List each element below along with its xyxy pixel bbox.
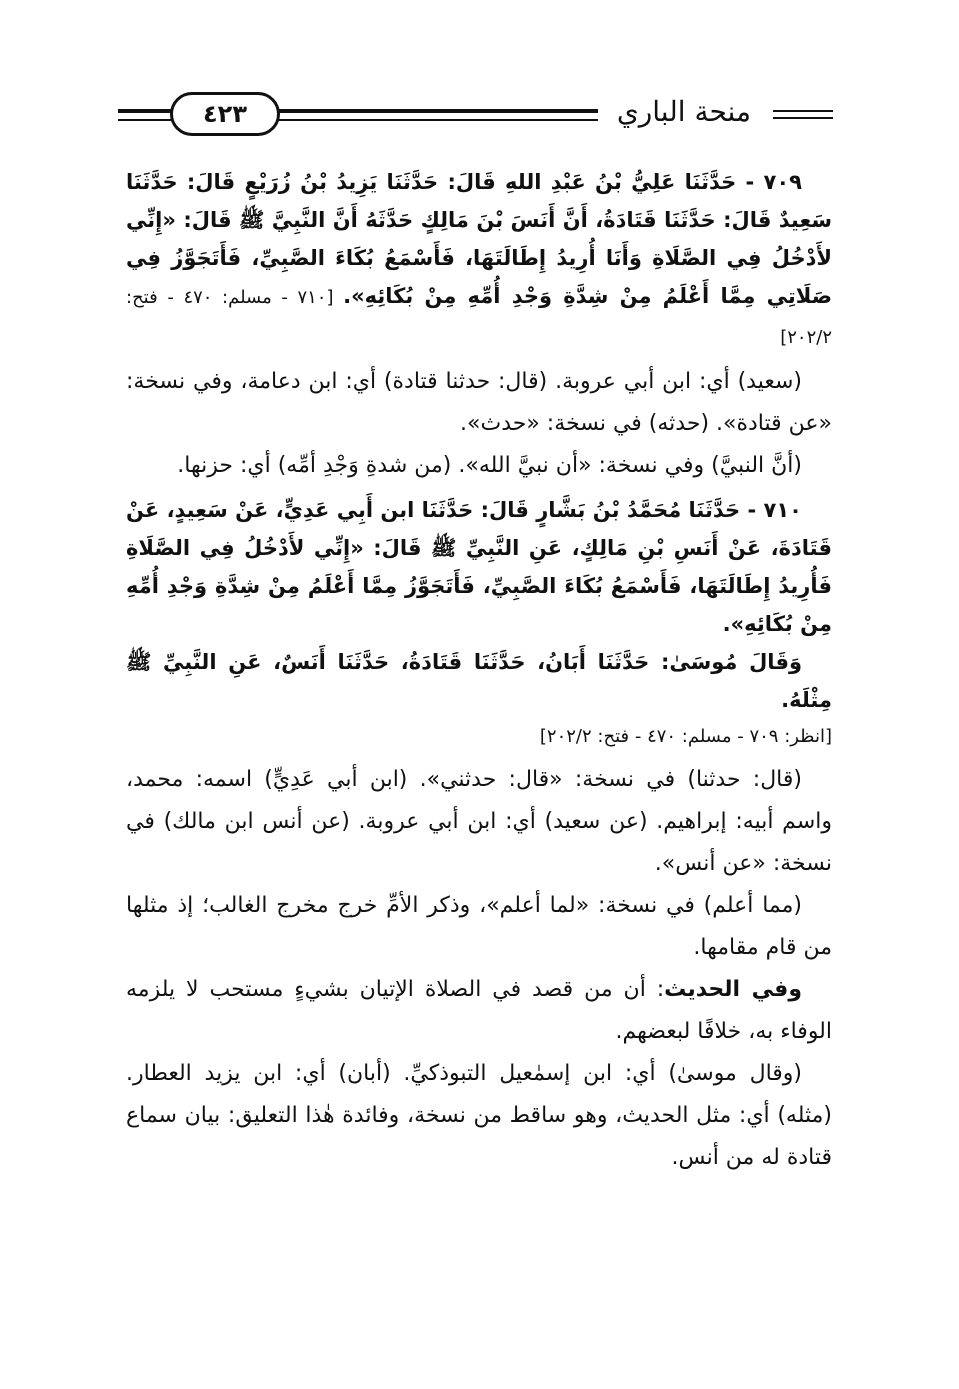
commentary-term: وفي الحديث (664, 977, 802, 1002)
hadith-709-text: ٧٠٩ - حَدَّثَنَا عَلِيُّ بْنُ عَبْدِ اللهِ قَالَ: حَدَّثَنَا يَزِيدُ بْنُ زُرَيْعٍ قَالَ: حَدَّثَنَا سَعِيدٌ قَالَ: حَدَّثَنَا قَتَادَةُ، أَنَّ أَنَسَ بْنَ مَالِكٍ حَدَّثَهُ أَنَّ النَّبِيَّ ﷺ قَالَ: «إِنِّي لأَدْخُلُ فِي الصَّلَاةِ وَأَنَا أُرِيدُ إِطَالَتَهَا، فَأَسْمَعُ بُكَاءَ الصَّبِيِّ، فَأَتَجَوَّزُ فِي صَلَاتِي مِمَّا أَعْلَمُ مِنْ شِدَّةِ وَجْدِ أُمِّهِ مِنْ بُكَائِهِ». (126, 170, 832, 308)
page-body (126, 163, 832, 1179)
hadith-709-reference: [٧١٠ - مسلم: ٤٧٠ - فتح: ٢٠٢/٢] (126, 287, 832, 348)
header-rule-right-top (773, 110, 833, 112)
header-rule-left-top (118, 109, 174, 113)
commentary-paragraph-5 (126, 969, 832, 1053)
header-rule-left-bottom (118, 119, 174, 121)
header-rule-middle-top (268, 109, 598, 113)
commentary-paragraph-6: (وقال موسىٰ) أي: ابن إسمٰعيل التبوذكيِّ. (أبان) أي: ابن يزيد العطار. (مثله) أي: مثل الحديث، وهو ساقط من نسخة، وفائدة هٰذا التعليق: بيان سماع قتادة له من أنس. (126, 1061, 832, 1170)
header-rule-right-bottom (773, 117, 833, 119)
commentary-paragraph-5-text: : أن من قصد في الصلاة الإتيان بشيءٍ مستحب لا يلزمه الوفاء به، خلافًا لبعضهم. (126, 977, 832, 1044)
commentary-paragraph-1: (سعيد) أي: ابن أبي عروبة. (قال: حدثنا قتادة) أي: ابن دعامة، وفي نسخة: «عن قتادة». (حدثه) في نسخة: «حدث». (126, 369, 832, 436)
page-number: ٤٢٣ (203, 100, 247, 128)
header-rule-middle-bottom (268, 119, 598, 121)
commentary-paragraph-2: (أنَّ النبيَّ) وفي نسخة: «أن نبيَّ الله». (من شدةِ وَجْدِ أمِّه) أي: حزنها. (177, 453, 802, 478)
commentary-paragraph-3: (قال: حدثنا) في نسخة: «قال: حدثني». (ابن أبي عَدِيٍّ) اسمه: محمد، واسم أبيه: إبراهيم. (عن سعيد) أي: ابن أبي عروبة. (عن أنس ابن مالك) في نسخة: «عن أنس». (126, 767, 832, 876)
page-header (118, 90, 833, 140)
hadith-710: ٧١٠ - حَدَّثَنَا مُحَمَّدُ بْنُ بَشَّارٍ قَالَ: حَدَّثَنَا ابن أَبِي عَدِيٍّ، عَنْ سَعِيدٍ، عَنْ قَتَادَةَ، عَنْ أَنَسِ بْنِ مَالِكٍ، عَنِ النَّبِيِّ ﷺ قَالَ: «إِنِّي لأَدْخُلُ فِي الصَّلَاةِ فَأُرِيدُ إِطَالَتَهَا، فَأَسْمَعُ بُكَاءَ الصَّبِيِّ، فَأَتَجَوَّزُ مِمَّا أَعْلَمُ مِنْ شِدَّةِ وَجْدِ أُمِّهِ مِنْ بُكَائِهِ». (126, 498, 832, 636)
hadith-710-musa: وَقَالَ مُوسَىٰ: حَدَّثَنَا أَبَانُ، حَدَّثَنَا قَتَادَةُ، حَدَّثَنَا أَنَسٌ، عَنِ النَّبِيِّ ﷺ مِثْلَهُ. (126, 650, 832, 712)
book-title: منحة الباري (616, 95, 751, 128)
commentary-paragraph-4: (مما أعلم) في نسخة: «لما أعلم»، وذكر الأمِّ خرج مخرج الغالب؛ إذ مثلها من قام مقامها. (126, 893, 832, 960)
hadith-710-reference: [انظر: ٧٠٩ - مسلم: ٤٧٠ - فتح: ٢٠٢/٢] (539, 726, 832, 747)
hadith-709 (126, 163, 832, 357)
page-number-badge (170, 92, 280, 136)
